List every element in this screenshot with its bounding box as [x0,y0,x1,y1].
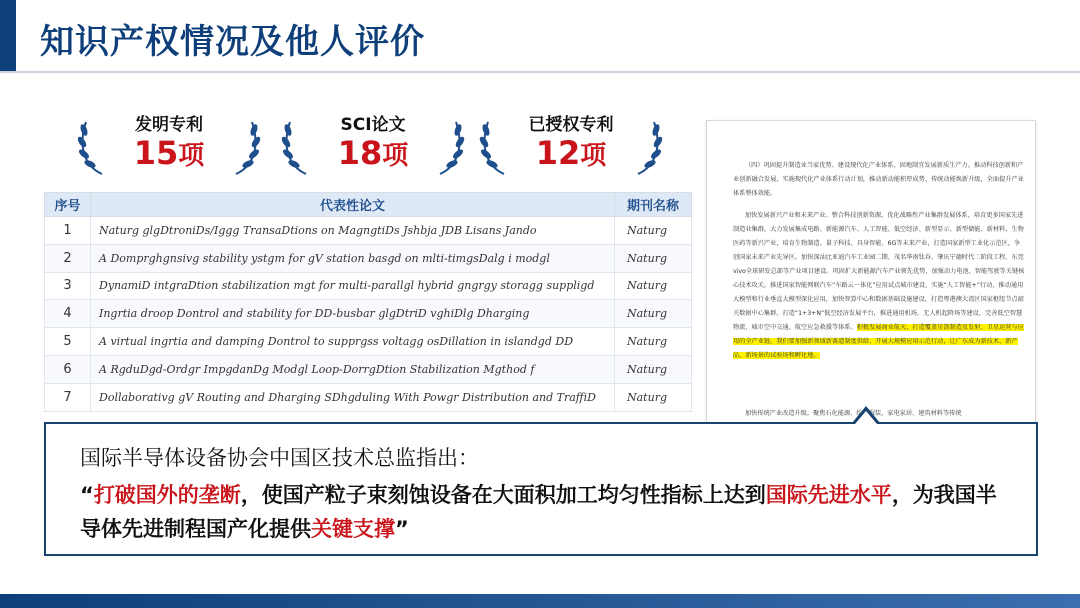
title-accent-bar [0,0,16,72]
table-row [45,272,692,300]
quote-source: 国际半导体设备协会中国区技术总监指出： [80,446,479,470]
stat-value: 12项 [535,134,607,172]
table-row [45,300,692,328]
stat-label: 已授权专利 [528,115,614,135]
table-row [45,383,692,411]
stat-label: 发明专利 [135,115,203,135]
table-row [45,328,692,356]
row-journal: Naturg [615,355,692,383]
row-journal: Naturg [615,328,692,356]
row-index: 4 [45,300,91,328]
row-journal: Naturg [615,383,692,411]
row-index: 3 [45,272,91,300]
doc-paragraph: （四）巩固提升制造业当家优势、建设现代化产业体系、固地制宜发展新质生产力。推动科技创新和产业创新融合发展，实施现代化产业体系行动计划，推动新动能积厚成势、传统动能焕新升级，全面提升产业体系整体效能。 [733,162,1024,197]
row-journal: Naturg [615,272,692,300]
row-index: 6 [45,355,91,383]
row-paper: A Domprghgnsivg stability ystgm for gV station basgd on mlti-timgsDalg i modgl [91,244,615,272]
row-paper: Dollaborativg gV Routing and Dharging SDhgduling With Powgr Distribution and TraffiD [91,383,615,411]
quote-box [44,422,1038,556]
header-paper: 代表性论文 [91,193,615,217]
stat-value: 18项 [337,134,409,172]
stat-sci-papers [278,108,468,178]
header-index: 序号 [45,193,91,217]
laurel-right-icon [230,116,264,176]
stat-invention-patents [74,108,264,178]
stat-granted-patents [476,108,666,178]
stat-value: 15项 [133,134,205,172]
row-journal: Naturg [615,217,692,245]
table-header-row [45,193,692,217]
table-row [45,244,692,272]
header-journal: 期刊名称 [615,193,692,217]
laurel-right-icon [632,116,666,176]
papers-table [44,192,692,412]
row-paper: Naturg glgDtroniDs/Iggg TransaDtions on MagngtiDs Jshbja JDB Lisans Jando [91,217,615,245]
callout-pointer-inner [855,411,877,424]
quote-text: “打破国外的垄断，使国产粒子束刻蚀设备在大面积加工均匀性指标上达到国际先进水平，为我国半导体先进制程国产化提供关键支撑” [80,483,997,541]
row-journal: Naturg [615,300,692,328]
doc-paragraph: 加快传统产业改造升级。聚焦石化能源、纺织服装、家电家居、建筑材料等传统 [745,410,962,417]
row-index: 1 [45,217,91,245]
row-paper: A RgduDgd-Ordgr ImpgdanDg Modgl Loop-DorrgDtion Stabilization Mgthod f [91,355,615,383]
title-divider [0,71,1080,73]
row-index: 7 [45,383,91,411]
doc-highlight: 积极发展商业航天，打造覆盖星箭制造及发射、卫星运营与应用的全产业链。我们要加强新领域新赛道制度供给，开展大规模应用示范行动，让广东成为新技术、新产品、新场景的试验场和孵化地。 [733,324,1024,359]
row-index: 2 [45,244,91,272]
table-row [45,355,692,383]
document-excerpt [706,120,1036,430]
row-paper: Ingrtia droop Dontrol and stability for DD-busbar glgDtriD vghiDlg Dharging [91,300,615,328]
page-title: 知识产权情况及他人评价 [40,22,425,62]
row-journal: Naturg [615,244,692,272]
doc-paragraph: 加快发展新兴产业和未来产业。整合科技创新资源，优化战略性产业集群发展体系，培育更多国家先进制造业集群。大力发展集成电路、新能源汽车、人工智能、低空经济、新型显示、新型储能、新材料、生物医药等新兴产业，培育生物制造、量子科技、具身智能、6G等未来产业，打造国家新型工业化示范区，争创国家未来产业先导区。加快深汕比亚迪汽车工业园二期、茂名华南钛谷、肇庆宁德时代二阶段工程、东莞vivo全球研发总部等产业项目建设。巩固扩大新能源汽车产业领先优势，加强动力电池、智能驾驶等关键核心技术攻关，推进国家智能网联汽车“车路云一体化”应用试点城市建设。实施“人工智能+”行动，推动通用大模型和行业垂直大模型深化应用，加快智算中心和数据基础设施建设，打造粤港澳大湾区国家枢纽节点韶关数据中心集群。打造“1+3+N”低空经济发展平台，推进通用机场、无人机起降场等建设，完善低空智慧物流、城市空中交通、航空应急救援等体系。积极发展商业航天，打造覆盖星箭制造及发射、卫星运营与应用的全产业链。我们要加强新领域新赛道制度供给，开展大规模应用示范行动，让广东成为新技术、新产品、新场景的试验场和孵化地。 [733,212,1025,359]
row-index: 5 [45,328,91,356]
row-paper: A virtual ingrtia and damping Dontrol to supprgss voltagg osDillation in islandgd DD [91,328,615,356]
row-paper: DynamiD intgraDtion stabilization mgt for multi-parallgl hybrid gngrgy storagg suppligd [91,272,615,300]
laurel-right-icon [434,116,468,176]
table-row [45,217,692,245]
stat-label: SCI论文 [340,115,406,135]
footer-bar [0,594,1080,608]
